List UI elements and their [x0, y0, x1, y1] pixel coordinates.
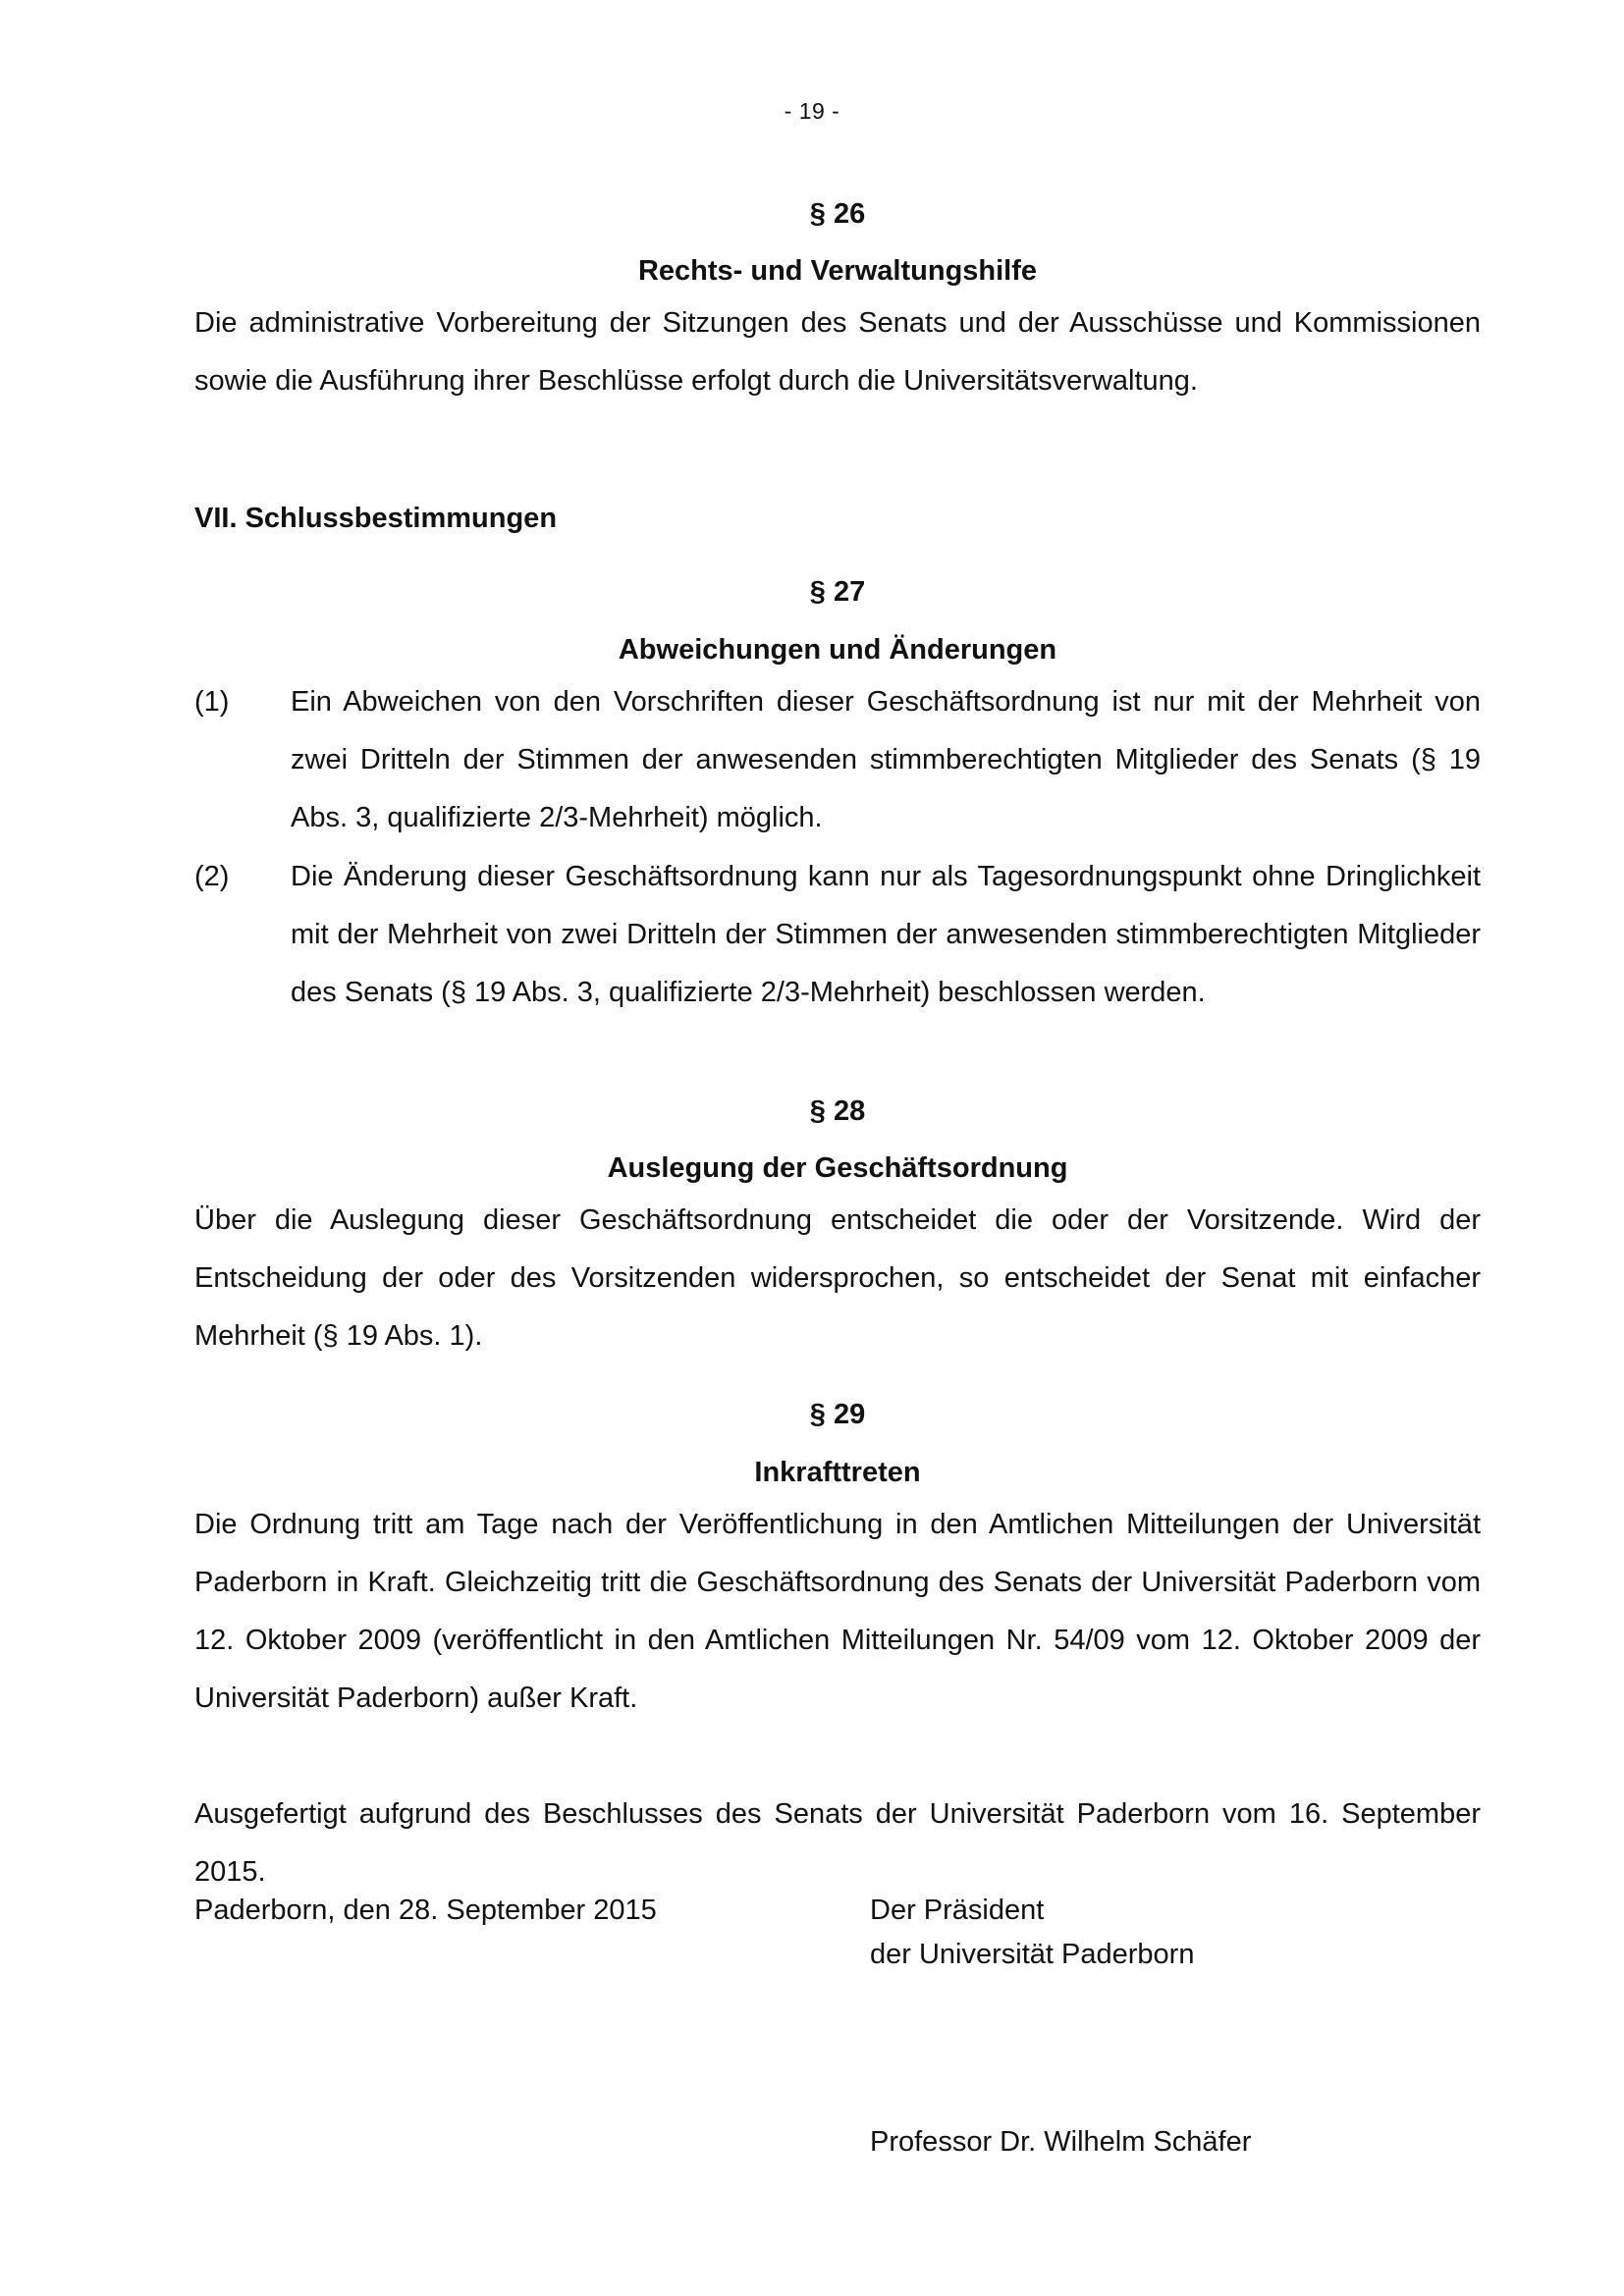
list-item-text: Ein Abweichen von den Vorschriften dieser Geschäftsordnung ist nur mit der Mehrheit von zwei Dritteln der Stimmen der anwesenden stimmberechtigten Mitglieder des Senats (§ 19 Abs. 3, qualifizierte 2/3-Mehrheit) möglich.	[291, 686, 1481, 833]
section-28-number: § 28	[809, 1095, 866, 1127]
chapter-7-heading: VII. Schlussbestimmungen	[194, 503, 558, 534]
place-date: Paderborn, den 28. September 2015	[194, 1895, 657, 1926]
section-29-title: Inkrafttreten	[754, 1457, 921, 1488]
section-28-text: Über die Auslegung dieser Geschäftsordnung entscheidet die oder der Vorsitzende. Wird der Entscheidung der oder des Vorsitzenden widersprochen, so entscheidet der Senat mit einfacher Mehrheit (§ 19 Abs. 1).	[194, 1204, 1481, 1352]
section-28-title: Auslegung der Geschäftsordnung	[607, 1152, 1068, 1184]
section-26-number: § 26	[809, 198, 866, 230]
signatory-role-line-2: der Universität Paderborn	[870, 1939, 1195, 1970]
section-29-text: Die Ordnung tritt am Tage nach der Veröffentlichung in den Amtlichen Mitteilungen der Universität Paderborn in Kraft. Gleichzeitig tritt die Geschäftsordnung des Senats der Universität Paderborn vom 12. Oktober 2009 (veröffentlicht in den Amtlichen Mitteilungen Nr. 54/09 vom 12. Oktober 2009 der Universität Paderborn) außer Kraft.	[194, 1509, 1481, 1714]
section-29-number: § 29	[809, 1399, 866, 1430]
list-item-number: (1)	[194, 686, 230, 718]
page-number: - 19 -	[784, 98, 840, 124]
section-26-text: Die administrative Vorbereitung der Sitzungen des Senats und der Ausschüsse und Kommissionen sowie die Ausführung ihrer Beschlüsse erfolgt durch die Universitätsverwaltung.	[194, 307, 1481, 397]
signatory-name: Professor Dr. Wilhelm Schäfer	[870, 2126, 1252, 2158]
signatory-role-line-1: Der Präsident	[870, 1895, 1045, 1926]
execution-statement: Ausgefertigt aufgrund des Beschlusses des Senats der Universität Paderborn vom 16. September 2015.	[194, 1798, 1481, 1888]
list-item-text: Die Änderung dieser Geschäftsordnung kann nur als Tagesordnungspunkt ohne Dringlichkeit mit der Mehrheit von zwei Dritteln der Stimmen der anwesenden stimmberechtigten Mitglieder des Senats (§ 19 Abs. 3, qualifizierte 2/3-Mehrheit) beschlossen werden.	[291, 861, 1481, 1008]
section-27-number: § 27	[809, 576, 866, 608]
section-26-title: Rechts- und Verwaltungshilfe	[637, 255, 1038, 287]
list-item-number: (2)	[194, 861, 230, 892]
section-27-title: Abweichungen und Änderungen	[618, 634, 1057, 666]
